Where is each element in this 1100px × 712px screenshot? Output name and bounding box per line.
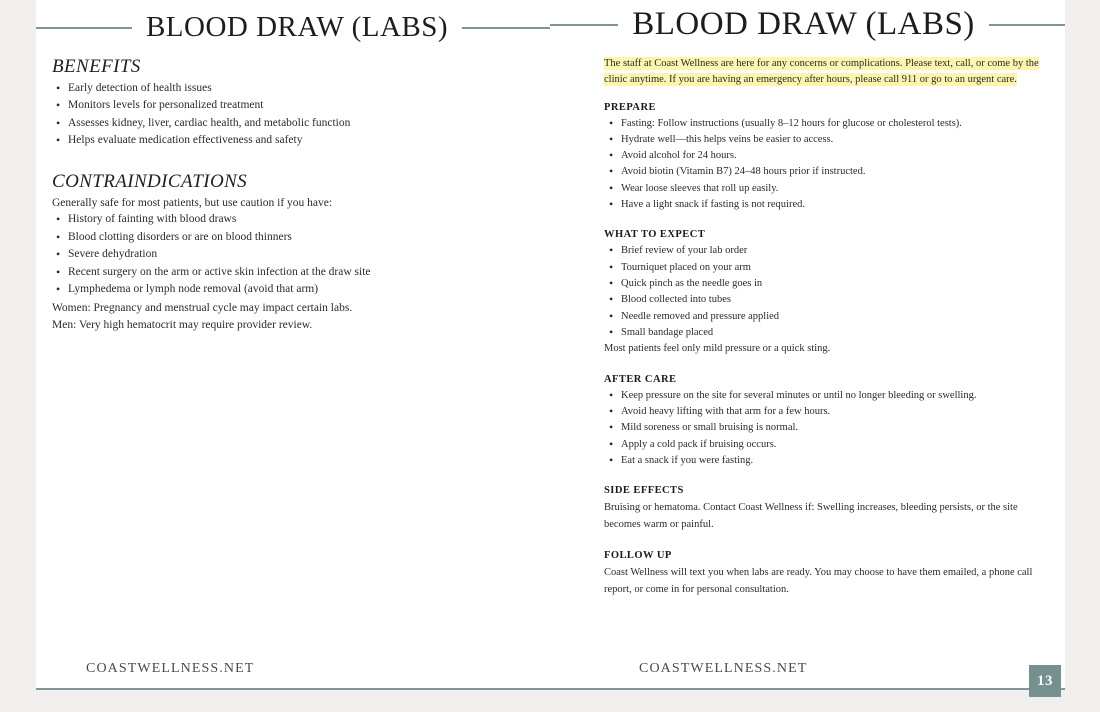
header-rule-left — [36, 27, 132, 29]
page-right — [550, 0, 1065, 690]
section-heading-prepare: PREPARE — [604, 101, 656, 113]
section-heading-follow-up: FOLLOW UP — [604, 550, 672, 562]
follow-up-paragraph: Coast Wellness will text you when labs are ready. You may choose to have them emailed, a phone call report, or come in for personal consultation. — [604, 567, 1033, 596]
header-rule-right — [989, 24, 1065, 26]
list-item: • Blood collected into tubes — [604, 292, 1043, 307]
page-right-content — [604, 56, 1043, 630]
page-left-footer — [36, 642, 550, 690]
list-item: • Eat a snack if you were fasting. — [604, 453, 1043, 468]
page-right-title: BLOOD DRAW (LABS) — [632, 6, 975, 42]
section-benefits — [52, 56, 480, 149]
section-heading-what-to-expect: WHAT TO EXPECT — [604, 229, 706, 241]
note-men: Men: Very high hematocrit may require provider review. — [52, 319, 313, 332]
footer-website-left: COASTWELLNESS.NET — [86, 661, 255, 676]
list-item: • Helps evaluate medication effectiveness and safety — [52, 133, 480, 148]
list-item: • History of fainting with blood draws — [52, 212, 480, 227]
list-item: • Keep pressure on the site for several minutes or until no longer bleeding or swelling. — [604, 388, 1043, 403]
list-item: • Avoid heavy lifting with that arm for a few hours. — [604, 404, 1043, 419]
list-item: • Fasting: Follow instructions (usually 8–12 hours for glucose or cholesterol tests). — [604, 116, 1043, 131]
list-item: • Mild soreness or small bruising is normal. — [604, 420, 1043, 435]
after-care-list — [604, 388, 1043, 469]
list-item: • Blood clotting disorders or are on blood thinners — [52, 230, 480, 245]
section-follow-up — [604, 550, 1043, 598]
list-item: • Hydrate well—this helps veins be easier to access. — [604, 132, 1043, 147]
contraindications-lead: Generally safe for most patients, but use caution if you have: — [52, 196, 333, 209]
section-heading-after-care: AFTER CARE — [604, 373, 677, 385]
header-rule-right — [462, 27, 550, 29]
list-item: • Apply a cold pack if bruising occurs. — [604, 437, 1043, 452]
footer-rule-left — [36, 688, 550, 690]
list-item: • Brief review of your lab order — [604, 243, 1043, 258]
page-number-badge: 13 — [1029, 665, 1061, 697]
page-right-header — [550, 6, 1065, 43]
footer-website-right: COASTWELLNESS.NET — [639, 661, 808, 676]
callout-highlight: The staff at Coast Wellness are here for any concerns or complications. Please text, call, or come by the clinic anytime. If you are having an emergency after hours, please call 911 or go to an urgent care. — [604, 58, 1039, 85]
section-heading-contraindications: CONTRAINDICATIONS — [52, 170, 248, 192]
list-item: • Tourniquet placed on your arm — [604, 260, 1043, 275]
list-item: • Severe dehydration — [52, 247, 480, 262]
header-rule-left — [550, 24, 618, 26]
section-heading-benefits: BENEFITS — [52, 56, 141, 77]
list-item: • Early detection of health issues — [52, 81, 480, 96]
list-item: • Have a light snack if fasting is not required. — [604, 197, 1043, 212]
list-item: • Needle removed and pressure applied — [604, 309, 1043, 324]
side-effects-paragraph: Bruising or hematoma. Contact Coast Wellness if: Swelling increases, bleeding persists, or the site becomes warm or painful. — [604, 502, 1018, 531]
what-to-expect-list — [604, 243, 1043, 340]
what-to-expect-closing: Most patients feel only mild pressure or a quick sting. — [604, 343, 831, 355]
page-left — [36, 0, 550, 690]
list-item: • Lymphedema or lymph node removal (avoid that arm) — [52, 282, 480, 297]
list-item: • Assesses kidney, liver, cardiac health, and metabolic function — [52, 116, 480, 131]
section-what-to-expect — [604, 229, 1043, 356]
section-contraindications — [52, 171, 480, 334]
section-prepare — [604, 102, 1043, 213]
staff-contact-callout — [604, 56, 1043, 88]
page-right-footer — [550, 642, 1065, 690]
section-after-care — [604, 374, 1043, 469]
section-side-effects — [604, 485, 1043, 533]
list-item: • Avoid alcohol for 24 hours. — [604, 148, 1043, 163]
page-left-title: BLOOD DRAW (LABS) — [145, 11, 449, 43]
prepare-list — [604, 116, 1043, 213]
footer-rule-right — [550, 688, 1065, 690]
list-item: • Avoid biotin (Vitamin B7) 24–48 hours prior if instructed. — [604, 164, 1043, 179]
contraindications-list — [52, 212, 480, 297]
list-item: • Small bandage placed — [604, 325, 1043, 340]
page-left-content — [52, 56, 480, 630]
list-item: • Quick pinch as the needle goes in — [604, 276, 1043, 291]
list-item: • Wear loose sleeves that roll up easily. — [604, 181, 1043, 196]
benefits-list — [52, 81, 480, 149]
section-heading-side-effects: SIDE EFFECTS — [604, 485, 684, 497]
page-left-header — [36, 11, 550, 44]
note-women: Women: Pregnancy and menstrual cycle may impact certain labs. — [52, 301, 353, 314]
list-item: • Monitors levels for personalized treatment — [52, 98, 480, 113]
list-item: • Recent surgery on the arm or active skin infection at the draw site — [52, 265, 480, 280]
